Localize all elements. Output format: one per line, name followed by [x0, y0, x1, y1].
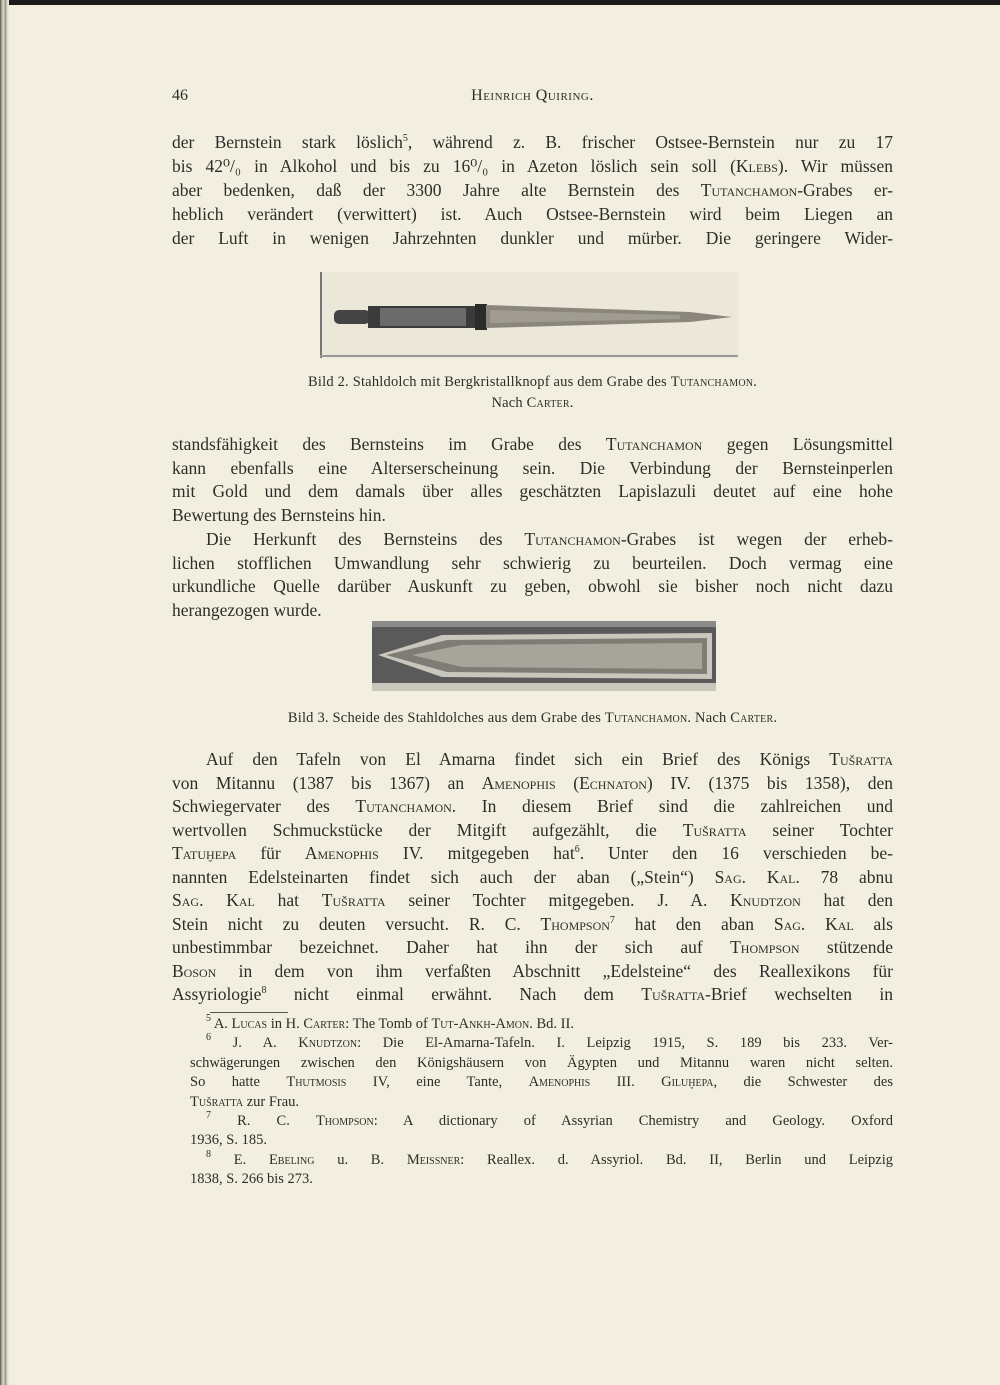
text-run: Bild 2. Stahldolch mit Bergkristallknopf aus dem Grabe des	[307, 374, 671, 390]
text-line	[172, 226, 893, 250]
small-caps-name: Tutanchamon	[524, 528, 621, 549]
text-run: hat den aban	[614, 913, 774, 934]
text-run: der Luft in wenigen Jahrzehnten dunkler und mürber. Die geringere Wider-	[172, 228, 893, 248]
footnote-marker: 6	[206, 1032, 211, 1044]
text-run: . 78 abnu	[795, 866, 893, 887]
small-caps-name: Thompson	[540, 913, 610, 934]
text-line	[172, 552, 893, 576]
text-line	[172, 913, 893, 937]
text-run: in H.	[267, 1016, 304, 1032]
small-caps-name: Thutmosis	[286, 1074, 347, 1091]
small-caps-name: Tutanchamon	[605, 434, 703, 454]
text-run: urkundliche Quelle darüber Auskunft zu geben, obwohl sie bisher noch nicht dazu	[172, 576, 893, 597]
text-run: u. B.	[314, 1151, 407, 1168]
text-run: 1838, S. 266 bis 273.	[190, 1171, 313, 1188]
small-caps-name: Knudtzon	[730, 890, 801, 910]
text-run: der Bernstein stark löslich	[172, 132, 403, 152]
small-caps-name: Carter	[526, 395, 570, 411]
text-run: ) IV. (1375 bis 1358), den	[646, 772, 893, 793]
text-line	[190, 1093, 893, 1112]
small-caps-name: Tatuḫepa	[172, 843, 237, 863]
text-run: Schwiegervater des	[172, 796, 356, 816]
small-caps-name: Sag. Kal	[172, 890, 255, 910]
text-run: für	[236, 843, 305, 863]
text-run: unbestimmbar bezeichnet. Daher hat ihn der sich auf	[172, 937, 731, 957]
small-caps-name: Ebeling	[268, 1151, 315, 1168]
text-run: 1936, S. 185.	[190, 1132, 267, 1149]
text-run: kann ebenfalls eine Alterserscheinung sein. Die Verbindung der Bernsteinperlen	[172, 457, 893, 478]
small-caps-name: Tušratta	[829, 749, 893, 769]
text-run: IV, eine Tante,	[346, 1074, 529, 1091]
text-run: IV. mitgegeben hat	[378, 843, 575, 863]
text-line	[172, 819, 893, 843]
text-run: . Nach	[687, 710, 731, 726]
text-line	[172, 504, 893, 528]
text-line	[172, 983, 893, 1007]
figure-3-caption	[172, 708, 893, 729]
footnote-marker: 7	[609, 914, 615, 926]
text-line	[172, 960, 893, 984]
text-run: zur Frau.	[243, 1093, 300, 1110]
text-run: stützende	[799, 937, 893, 957]
text-run: .	[773, 710, 778, 726]
text-run: Auf den Tafeln von El Amarna findet sich ein Brief des Königs	[206, 749, 830, 769]
figure-2-caption	[172, 372, 893, 414]
text-run: -Brief wechselten in	[705, 984, 893, 1004]
footnote-marker: 6	[574, 844, 580, 855]
text-run: A.	[211, 1016, 232, 1032]
text-run: Assyriologie	[172, 984, 262, 1004]
text-run: standsfähigkeit des Bernsteins im Grabe des	[172, 434, 606, 454]
small-caps-name: Tušratta	[321, 890, 386, 910]
footnotes	[190, 1015, 893, 1190]
small-caps-name: Tut-Ankh-Amon	[431, 1016, 530, 1032]
text-run: seiner Tochter	[746, 819, 893, 840]
text-run: Bild 3. Scheide des Stahldolches aus dem Grabe des	[287, 710, 605, 726]
text-run: seiner Tochter mitgegeben. J. A.	[385, 890, 731, 910]
text-line	[172, 842, 893, 866]
scan-page-edge	[0, 0, 9, 1385]
figure-2-steel-dagger-image	[320, 272, 738, 358]
text-line	[172, 936, 893, 960]
text-run: . Unter den 16 verschieden be-	[579, 843, 894, 863]
small-caps-name: Carter	[730, 710, 774, 726]
text-run: : Die El-Amarna-Tafeln. I. Leipzig 1915, S. 189 bis 233. Ver-	[357, 1035, 893, 1052]
small-caps-name: Amenophis	[304, 843, 379, 863]
text-run: nannten Edelsteinarten findet sich auch der aban („Stein“)	[172, 866, 715, 887]
text-line	[190, 1015, 893, 1034]
small-caps-name: Knudtzon	[298, 1035, 358, 1052]
text-run: E.	[211, 1151, 269, 1168]
text-run: ). Wir müssen	[777, 156, 893, 176]
text-run: herangezogen wurde.	[172, 599, 322, 620]
text-line	[190, 1054, 893, 1073]
text-line	[172, 480, 893, 504]
text-run: mit Gold und dem damals über alles geschätzten Lapislazuli deutet auf eine hohe	[172, 481, 893, 502]
text-run: Die Herkunft des Bernsteins des	[206, 528, 525, 549]
text-run: als	[853, 913, 893, 934]
text-line	[172, 457, 893, 481]
small-caps-name: Tušratta	[682, 819, 747, 840]
text-run: hat	[254, 890, 322, 910]
text-run: Stein nicht zu deuten versucht. R. C.	[172, 913, 541, 934]
text-run: aber bedenken, daß der 3300 Jahre alte Bernstein des	[172, 180, 701, 200]
text-run: Nach	[491, 395, 527, 411]
text-run: von Mitannu (1387 bis 1367) an	[172, 772, 482, 793]
text-line	[190, 1034, 893, 1053]
text-line	[172, 202, 893, 226]
small-caps-name: Thompson	[730, 937, 800, 957]
text-run: : Reallex. d. Assyriol. Bd. II, Berlin und Leipzig	[460, 1151, 894, 1168]
text-line	[172, 866, 893, 890]
text-run: bis 42⁰/₀ in Alkohol und bis zu 16⁰/₀ in Azeton löslich sein soll (	[172, 156, 736, 176]
text-line	[172, 393, 893, 414]
running-title: Heinrich Quiring.	[471, 87, 594, 104]
small-caps-name: Tutanchamon	[355, 796, 452, 816]
text-run: III.	[590, 1074, 662, 1091]
small-caps-name: Thompson	[315, 1113, 374, 1130]
text-run: hat den	[800, 890, 893, 910]
text-run: schwägerungen zwischen den Königshäusern von Ägypten und Mitannu waren nicht selten.	[190, 1054, 893, 1071]
small-caps-name: Amenophis	[528, 1074, 591, 1091]
text-line	[190, 1170, 893, 1189]
small-caps-name: Klebs	[735, 156, 778, 176]
text-line	[190, 1131, 893, 1150]
text-line	[172, 889, 893, 913]
text-line	[190, 1148, 894, 1170]
small-caps-name: Amenophis	[481, 772, 556, 793]
text-run: gegen Lösungsmittel	[702, 434, 893, 454]
small-caps-name: Tušratta	[641, 984, 706, 1004]
text-line	[190, 1112, 893, 1131]
small-caps-name: Tušratta	[190, 1093, 244, 1110]
small-caps-name: Meissner	[406, 1151, 461, 1168]
text-line	[172, 433, 893, 457]
text-run: R. C.	[211, 1113, 316, 1130]
figure-3-dagger-sheath-image	[372, 621, 716, 691]
footnote-marker: 5	[402, 133, 408, 144]
small-caps-name: Giluḫepa	[661, 1074, 714, 1091]
text-line	[172, 599, 893, 623]
small-caps-name: Echnaton	[579, 772, 647, 793]
paragraph-3	[172, 748, 893, 1007]
small-caps-name: Tutanchamon	[670, 374, 754, 390]
text-run: J. A.	[211, 1035, 299, 1052]
footnote-separator	[210, 1012, 288, 1013]
footnote-marker: 5	[206, 1013, 211, 1024]
small-caps-name: Tutanchamon	[700, 180, 798, 200]
text-line	[172, 178, 893, 202]
text-line	[172, 772, 893, 796]
text-run: , während z. B. frischer Ostsee-Bernstein nur zu 17	[407, 132, 893, 152]
small-caps-name: Sag. Kal	[714, 866, 796, 887]
small-caps-name: Boson	[172, 960, 217, 981]
small-caps-name: Tutanchamon	[604, 710, 688, 726]
text-line	[172, 575, 893, 599]
text-run: . In diesem Brief sind die zahlreichen und	[451, 796, 893, 816]
text-run: .	[753, 374, 757, 390]
footnote-marker: 8	[261, 985, 267, 996]
small-caps-name: Lucas	[231, 1016, 268, 1032]
text-run: in dem von ihm verfaßten Abschnitt „Edelsteine“ des Reallexikons für	[216, 960, 893, 981]
text-line	[172, 372, 893, 393]
footnote-marker: 8	[206, 1148, 211, 1160]
text-line	[172, 795, 893, 819]
text-run: nicht einmal erwähnt. Nach dem	[266, 984, 642, 1004]
paragraph-2	[172, 433, 893, 623]
paragraph-1	[172, 130, 893, 250]
text-run: , die Schwester des	[713, 1074, 893, 1091]
text-run: . Bd. II.	[529, 1016, 574, 1032]
text-run: -Grabes ist wegen der erheb-	[620, 528, 893, 549]
text-line	[172, 154, 893, 178]
text-run: wertvollen Schmuckstücke der Mitgift aufgezählt, die	[172, 819, 683, 840]
text-run: : The Tomb of	[345, 1016, 432, 1032]
footnote-marker: 7	[206, 1110, 211, 1122]
text-line	[172, 748, 893, 772]
text-run: Bewertung des Bernsteins hin.	[172, 505, 386, 526]
text-run: : A dictionary of Assyrian Chemistry and Geology. Oxford	[373, 1113, 894, 1130]
small-caps-name: Sag. Kal	[773, 913, 854, 934]
text-line	[172, 708, 893, 729]
text-run: So hatte	[190, 1074, 287, 1091]
scan-top-border	[0, 0, 1000, 5]
text-run: (	[555, 772, 580, 793]
text-run: heblich verändert (verwittert) ist. Auch Ostsee-Bernstein wird beim Liegen an	[172, 204, 893, 224]
text-line	[172, 528, 893, 552]
text-run: .	[569, 395, 574, 411]
small-caps-name: Carter	[303, 1016, 346, 1032]
text-run: -Grabes er-	[797, 180, 893, 200]
text-run: lichen stofflichen Umwandlung sehr schwierig zu beurteilen. Doch vermag eine	[172, 552, 893, 573]
text-line	[172, 130, 893, 154]
text-line	[190, 1073, 893, 1092]
page-number: 46	[172, 87, 188, 104]
